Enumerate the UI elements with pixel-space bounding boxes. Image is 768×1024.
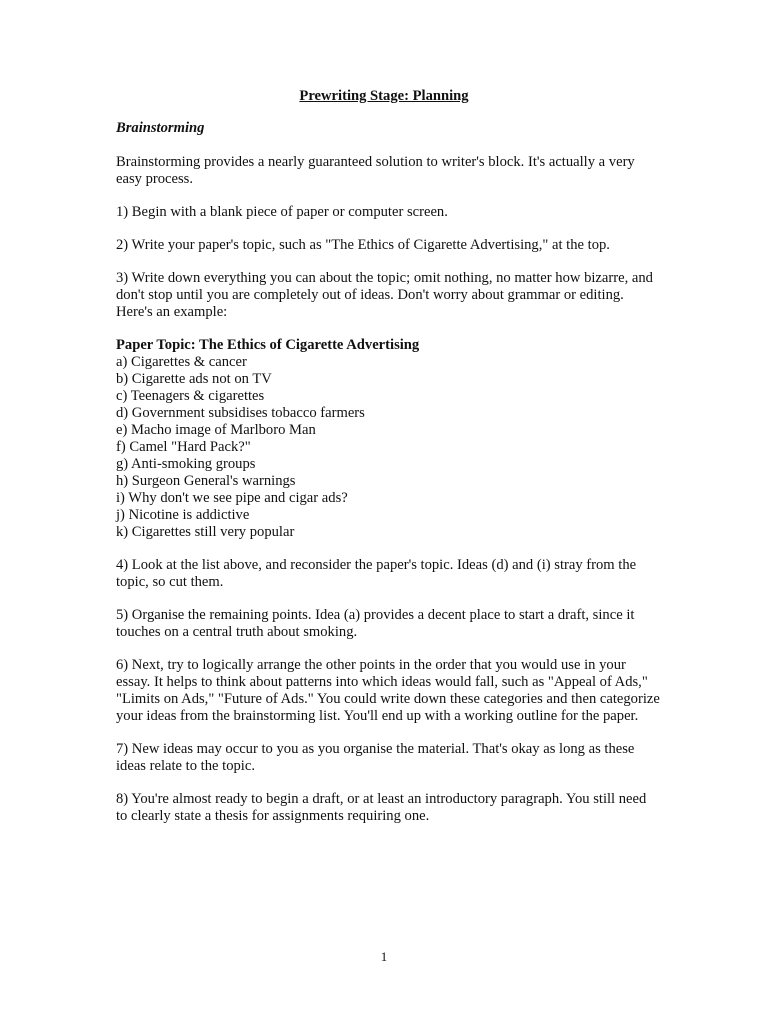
step-paragraph: 5) Organise the remaining points. Idea (a) provides a decent place to start a draft, since it touches on a central truth about smoking.: [116, 607, 635, 640]
list-item: d) Government subsidises tobacco farmers: [116, 405, 365, 421]
list-item: g) Anti-smoking groups: [116, 456, 256, 472]
page-title: Prewriting Stage: Planning: [299, 88, 469, 104]
step-paragraph: 6) Next, try to logically arrange the other points in the order that you would use in your essay. It helps to think about patterns into which ideas would fall, such as "Appeal of Ads," "Limits on Ads," "Future of Ads." You could write down these categories and then categorize your ideas from the brainstorming list. You'll end up with a working outline for the paper.: [116, 657, 660, 724]
example-heading: Paper Topic: The Ethics of Cigarette Advertising: [116, 337, 420, 353]
list-item: i) Why don't we see pipe and cigar ads?: [116, 490, 348, 506]
list-item: c) Teenagers & cigarettes: [116, 388, 265, 404]
example-list: [116, 354, 661, 541]
document-body: [116, 120, 661, 841]
intro-paragraph: Brainstorming provides a nearly guaranteed solution to writer's block. It's actually a very easy process.: [116, 154, 635, 187]
step-paragraph: 7) New ideas may occur to you as you organise the material. That's okay as long as these ideas relate to the topic.: [116, 741, 635, 774]
step-paragraph: 1) Begin with a blank piece of paper or computer screen.: [116, 204, 448, 220]
step-paragraph: 4) Look at the list above, and reconsider the paper's topic. Ideas (d) and (i) stray from the topic, so cut them.: [116, 557, 637, 590]
list-item: j) Nicotine is addictive: [116, 507, 250, 523]
list-item: e) Macho image of Marlboro Man: [116, 422, 316, 438]
step-paragraph: 8) You're almost ready to begin a draft, or at least an introductory paragraph. You still need to clearly state a thesis for assignments requiring one.: [116, 791, 647, 824]
list-item: k) Cigarettes still very popular: [116, 524, 295, 540]
list-item: h) Surgeon General's warnings: [116, 473, 296, 489]
list-item: a) Cigarettes & cancer: [116, 354, 247, 370]
list-item: b) Cigarette ads not on TV: [116, 371, 272, 387]
section-heading: Brainstorming: [116, 120, 205, 136]
step-paragraph: 3) Write down everything you can about the topic; omit nothing, no matter how bizarre, and don't stop until you are completely out of ideas. Don't worry about grammar or editing. Here's an example:: [116, 270, 653, 320]
example-block: [116, 337, 661, 541]
page-number: 1: [380, 949, 388, 964]
list-item: f) Camel "Hard Pack?": [116, 439, 251, 455]
step-paragraph: 2) Write your paper's topic, such as "The Ethics of Cigarette Advertising," at the top.: [116, 237, 610, 253]
